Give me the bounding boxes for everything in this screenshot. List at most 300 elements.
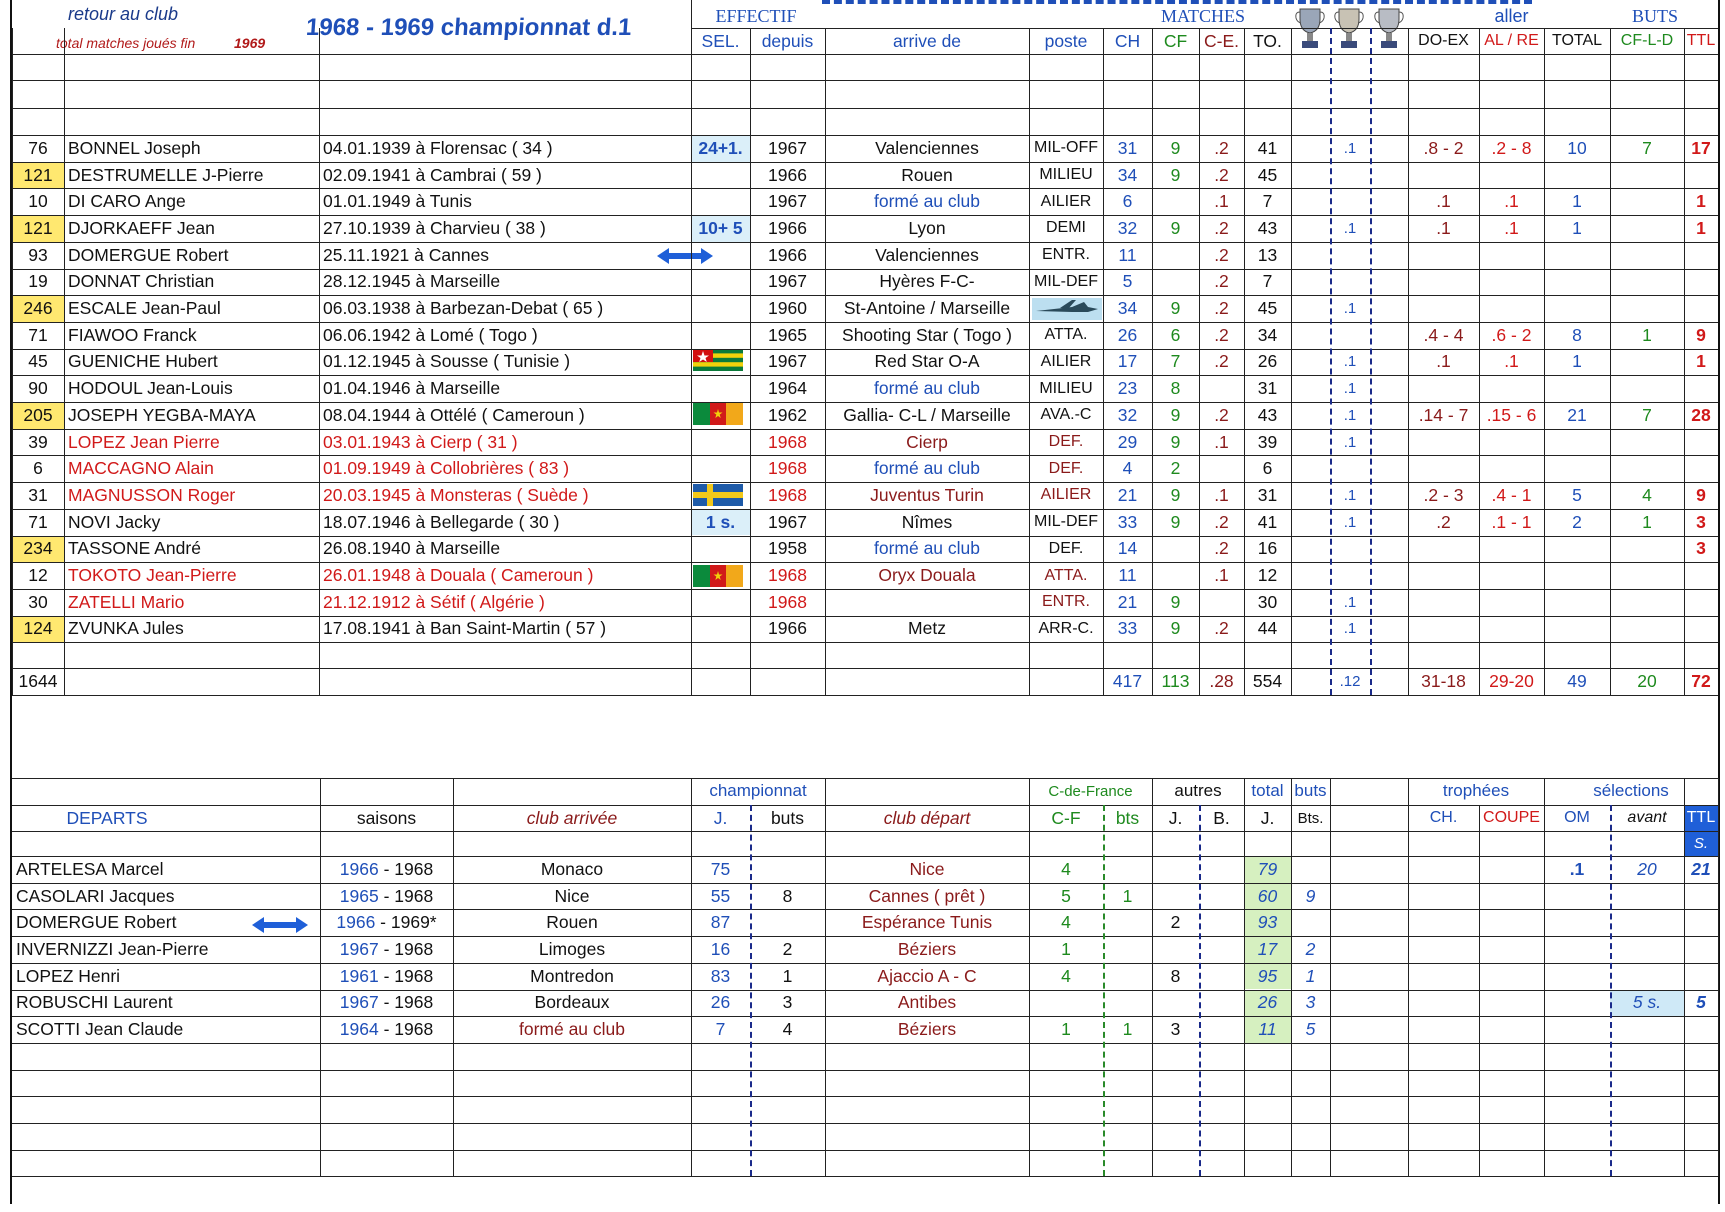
- player-ch: 21: [1117, 591, 1138, 612]
- player-number: 124: [12, 616, 64, 643]
- player-since: 1968: [768, 484, 807, 505]
- player-trophy-coupe: [1330, 242, 1370, 269]
- player-number: 6: [33, 458, 43, 479]
- grid-line: [691, 778, 692, 1176]
- group-matches: MATCHES: [1160, 5, 1245, 26]
- grid-line: [1610, 28, 1611, 695]
- player-trophy-coupe: .1: [1343, 139, 1357, 157]
- grid-line: [1330, 778, 1331, 1176]
- col-header-4: CH: [1114, 30, 1141, 51]
- player-birth: 02.09.1941 à Cambrai ( 59 ): [323, 164, 542, 185]
- depart-seasons: 1964 - 1968: [339, 1019, 434, 1040]
- player-ce: [1199, 375, 1244, 402]
- player-number: 234: [12, 536, 64, 563]
- player-position: DEF.: [1048, 459, 1084, 477]
- player-goals-total: [1544, 242, 1610, 269]
- grid-line: [12, 936, 1718, 937]
- player-ce: [1199, 589, 1244, 616]
- player-alre: [1479, 295, 1544, 322]
- player-total-matches: 7: [1262, 271, 1273, 292]
- col-j: J.: [713, 807, 728, 828]
- player-since: 1958: [768, 538, 807, 559]
- player-doex: [1408, 242, 1479, 269]
- player-cf: [1152, 188, 1199, 215]
- depart-total-b: [1291, 909, 1330, 936]
- depart-j: 26: [710, 992, 731, 1013]
- col-autres-j: J.: [1168, 807, 1183, 828]
- player-ce: .1: [1214, 565, 1229, 586]
- depart-autres-j: [1152, 990, 1199, 1017]
- player-position: MILIEU: [1039, 379, 1093, 397]
- player-ce: .2: [1214, 298, 1229, 319]
- grid-line: [1544, 778, 1545, 1176]
- depart-ttl: [1684, 936, 1718, 963]
- cameroon-flag-icon: [693, 403, 743, 425]
- grid-line: [12, 375, 1718, 376]
- player-birth: 21.12.1912 à Sétif ( Algérie ): [323, 591, 545, 612]
- player-name: DONNAT Christian: [68, 271, 215, 292]
- depart-seasons: 1967 - 1968: [339, 938, 434, 959]
- player-goals-ttl: [1684, 162, 1718, 189]
- depart-om: [1544, 963, 1610, 990]
- depart-autres-b: [1199, 856, 1244, 883]
- player-selections: [691, 536, 750, 563]
- grid-line: [12, 509, 1718, 510]
- player-doex: [1408, 536, 1479, 563]
- depart-cf-bts: 1: [1122, 885, 1133, 906]
- player-cf: 8: [1170, 378, 1181, 399]
- player-since: 1960: [768, 298, 807, 319]
- player-alre: [1479, 375, 1544, 402]
- player-trophy-coupe: [1330, 562, 1370, 589]
- player-name: DOMERGUE Robert: [68, 244, 229, 265]
- grid-line: [1244, 28, 1245, 695]
- player-alre: [1479, 562, 1544, 589]
- depart-autres-j: 2: [1170, 912, 1181, 933]
- player-number: 121: [12, 215, 64, 242]
- player-ce: .2: [1214, 351, 1229, 372]
- grid-line: [12, 831, 1718, 832]
- grid-line: [691, 28, 1718, 29]
- player-name: GUENICHE Hubert: [68, 351, 218, 372]
- player-ch: 14: [1117, 538, 1138, 559]
- player-birth: 20.03.1945 à Monsteras ( Suède ): [323, 484, 589, 505]
- player-selections: [691, 295, 750, 322]
- player-goals-ttl: [1684, 562, 1718, 589]
- depart-total-j: 26: [1244, 990, 1291, 1017]
- player-goals-total: 10: [1567, 137, 1587, 158]
- hdr-cdf: C-de-France: [1048, 782, 1133, 800]
- player-alre: [1479, 269, 1544, 296]
- player-goals-cfld: [1610, 562, 1684, 589]
- hdr-autres: autres: [1174, 781, 1222, 800]
- player-position: DEF.: [1048, 539, 1084, 557]
- player-from: Valenciennes: [875, 244, 979, 265]
- player-goals-total: 5: [1572, 484, 1582, 505]
- depart-autres-b: [1199, 883, 1244, 910]
- player-goals-ttl: [1684, 429, 1718, 456]
- player-doex: .1: [1436, 351, 1451, 372]
- player-number: 30: [28, 591, 48, 612]
- totals-goals: 49: [1567, 670, 1587, 691]
- depart-om: .1: [1569, 858, 1585, 879]
- player-since: 1965: [768, 324, 807, 345]
- depart-cf-bts: [1103, 963, 1152, 990]
- totals-to: 554: [1252, 670, 1283, 691]
- player-ch: 11: [1118, 244, 1137, 265]
- player-birth: 25.11.1921 à Cannes: [323, 244, 490, 265]
- grid-line: [12, 909, 1718, 910]
- depart-club-depart: Nice: [909, 858, 945, 879]
- depart-buts: 1: [782, 965, 793, 986]
- player-goals-total: [1544, 562, 1610, 589]
- player-number: 71: [28, 511, 48, 532]
- player-goals-ttl: 1: [1696, 351, 1706, 372]
- player-birth: 03.01.1943 à Cierp ( 31 ): [323, 431, 518, 452]
- player-goals-ttl: 28: [1691, 404, 1711, 425]
- col-header-5: CF: [1163, 30, 1188, 51]
- player-ch: 34: [1117, 298, 1138, 319]
- depart-total-j: 95: [1244, 963, 1291, 990]
- player-from: Lyon: [908, 217, 946, 238]
- player-since: 1966: [768, 164, 807, 185]
- player-since: 1967: [768, 137, 807, 158]
- player-cf: 9: [1170, 511, 1181, 532]
- player-cf: 9: [1170, 618, 1181, 639]
- player-from: Cierp: [906, 431, 948, 452]
- grid-line: [12, 482, 1718, 483]
- grid-line: [12, 162, 1718, 163]
- player-goals-total: 1: [1572, 217, 1582, 238]
- player-position: DEF.: [1048, 433, 1084, 451]
- grid-line: [12, 562, 1718, 563]
- grid-line: [319, 54, 320, 695]
- depart-avant: [1610, 963, 1684, 990]
- col-club-arrivee: club arrivée: [526, 807, 618, 828]
- player-name: FIAWOO Franck: [68, 324, 197, 345]
- grid-line: [12, 215, 1718, 216]
- player-trophy-coupe: [1330, 269, 1370, 296]
- player-total-matches: 45: [1257, 164, 1278, 185]
- player-from: Rouen: [901, 164, 953, 185]
- player-cf: 9: [1170, 484, 1181, 505]
- depart-cf-bts: 1: [1122, 1019, 1133, 1040]
- player-ch: 32: [1117, 217, 1138, 238]
- player-doex: .8 - 2: [1423, 137, 1464, 158]
- player-selections: [691, 375, 750, 402]
- player-doex: [1408, 429, 1479, 456]
- player-number: 71: [28, 324, 48, 345]
- player-number: 31: [28, 484, 48, 505]
- depart-club-arrivee: Nice: [554, 885, 590, 906]
- player-ch: 31: [1117, 137, 1138, 158]
- player-goals-cfld: [1610, 589, 1684, 616]
- grid-line: [825, 28, 826, 695]
- player-selections: [691, 188, 750, 215]
- player-ce: .2: [1214, 271, 1229, 292]
- grid-line: [1610, 805, 1612, 1176]
- player-alre: .6 - 2: [1491, 324, 1532, 345]
- player-from: Nîmes: [901, 511, 953, 532]
- grid-line: [1152, 28, 1153, 695]
- player-number: 90: [28, 378, 48, 399]
- player-ch: 6: [1122, 191, 1133, 212]
- player-goals-cfld: [1610, 242, 1684, 269]
- depart-ttl: [1684, 883, 1718, 910]
- player-since: 1964: [768, 378, 807, 399]
- grid-line: [12, 778, 1718, 779]
- player-number: 45: [28, 351, 48, 372]
- depart-cf-bts: [1103, 856, 1152, 883]
- grid-line: [12, 1096, 1718, 1097]
- player-since: 1968: [768, 591, 807, 612]
- player-birth: 01.01.1949 à Tunis: [323, 191, 472, 212]
- player-birth: 01.04.1946 à Marseille: [323, 378, 501, 399]
- depart-cf: 5: [1061, 885, 1071, 906]
- grid-line: [12, 1123, 1718, 1124]
- depart-avant: [1610, 883, 1684, 910]
- player-goals-cfld: 4: [1642, 484, 1652, 505]
- player-selections: [691, 589, 750, 616]
- grid-line: [12, 54, 1718, 55]
- grid-line: [12, 402, 1718, 403]
- player-cf: [1152, 562, 1199, 589]
- player-goals-total: [1544, 162, 1610, 189]
- player-since: 1968: [768, 565, 807, 586]
- grid-line: [825, 778, 826, 1176]
- depart-cf-bts: [1103, 990, 1152, 1017]
- depart-om: [1544, 1016, 1610, 1043]
- player-ch: 29: [1117, 431, 1138, 452]
- grid-line: [12, 349, 1718, 350]
- player-ce: .2: [1214, 244, 1229, 265]
- grid-line: [1291, 28, 1292, 695]
- col-bts: bts: [1115, 807, 1140, 828]
- grid-line: [12, 242, 1718, 243]
- grid-line: [1103, 805, 1105, 1176]
- col-header-6: C-E.: [1204, 30, 1239, 51]
- grid-line: [691, 0, 692, 695]
- col-departs: DEPARTS: [66, 807, 148, 828]
- player-name: DJORKAEFF Jean: [68, 217, 215, 238]
- player-doex: .4 - 4: [1423, 324, 1464, 345]
- depart-cf-bts: [1103, 909, 1152, 936]
- col-autres-b: B.: [1213, 807, 1230, 828]
- totals-number: 1644: [18, 670, 58, 691]
- player-goals-ttl: [1684, 455, 1718, 482]
- grid-line: [12, 883, 1718, 884]
- depart-buts: [750, 909, 825, 936]
- player-selections: [691, 455, 750, 482]
- player-total-matches: 7: [1262, 191, 1273, 212]
- grid-line: [1291, 778, 1292, 1176]
- grid-line: [1244, 778, 1245, 1176]
- player-since: 1966: [768, 618, 807, 639]
- depart-autres-b: [1199, 990, 1244, 1017]
- trophy-cup-icon: [1293, 6, 1327, 52]
- totals-doex: 31-18: [1421, 670, 1466, 691]
- player-from: Oryx Douala: [878, 565, 976, 586]
- depart-total-j: 17: [1244, 936, 1291, 963]
- player-since: 1968: [768, 458, 807, 479]
- player-trophy-coupe: .1: [1343, 219, 1357, 237]
- depart-cf: 4: [1061, 965, 1071, 986]
- player-total-matches: 30: [1257, 591, 1278, 612]
- depart-autres-j: 8: [1170, 965, 1181, 986]
- grid-line: [12, 322, 1718, 323]
- header-decoration: [822, 0, 1532, 8]
- player-goals-ttl: 9: [1696, 324, 1706, 345]
- player-goals-cfld: [1610, 536, 1684, 563]
- grid-line: [1152, 778, 1153, 1176]
- player-total-matches: 12: [1257, 565, 1278, 586]
- player-cf: 9: [1170, 137, 1181, 158]
- depart-name: ARTELESA Marcel: [16, 858, 164, 879]
- grid-line: [12, 1176, 1718, 1177]
- group-aller: aller: [1494, 5, 1529, 26]
- player-from: formé au club: [873, 378, 981, 399]
- grid-line: [12, 1016, 1718, 1017]
- grid-line: [12, 1070, 1718, 1071]
- depart-club-depart: Béziers: [897, 938, 957, 959]
- depart-j: 87: [710, 912, 731, 933]
- player-from: Metz: [908, 618, 946, 639]
- grid-line: [1684, 28, 1685, 695]
- depart-club-arrivee: Limoges: [538, 938, 606, 959]
- player-total-matches: 6: [1262, 458, 1273, 479]
- player-goals-total: [1544, 455, 1610, 482]
- col-header-ttl: TTL: [1686, 32, 1716, 49]
- grid-line: [1408, 778, 1409, 1176]
- player-since: 1967: [768, 511, 807, 532]
- player-cf: 6: [1170, 324, 1181, 345]
- player-ch: 32: [1117, 404, 1138, 425]
- player-ch: 21: [1117, 484, 1138, 505]
- hdr-buts: buts: [1294, 781, 1327, 800]
- depart-name: LOPEZ Henri: [16, 965, 121, 986]
- grid-line: [12, 269, 1718, 270]
- grid-line: [1029, 28, 1030, 695]
- player-number: 246: [12, 295, 64, 322]
- depart-om: [1544, 909, 1610, 936]
- depart-cf-bts: [1103, 936, 1152, 963]
- depart-buts: 8: [782, 885, 793, 906]
- depart-avant: 5 s.: [1610, 990, 1684, 1017]
- player-goals-cfld: [1610, 616, 1684, 643]
- player-trophy-coupe: [1330, 536, 1370, 563]
- player-goals-ttl: 1: [1696, 191, 1706, 212]
- player-birth: 01.12.1945 à Sousse ( Tunisie ): [323, 351, 571, 372]
- grid-line: [64, 54, 65, 695]
- player-total-matches: 45: [1257, 298, 1278, 319]
- col-ttl-s: S.: [1684, 831, 1718, 856]
- depart-autres-j: [1152, 883, 1199, 910]
- player-position: ATTA.: [1044, 566, 1088, 584]
- player-from: [825, 589, 1029, 616]
- player-doex: [1408, 162, 1479, 189]
- player-cf: 9: [1170, 431, 1181, 452]
- player-since: 1967: [768, 271, 807, 292]
- player-doex: [1408, 295, 1479, 322]
- grid-line: [12, 108, 1718, 109]
- season-sheet: [10, 0, 1720, 1204]
- depart-j: 16: [710, 938, 731, 959]
- depart-club-depart: Antibes: [897, 992, 957, 1013]
- grid-line: [1718, 778, 1719, 1176]
- grid-line: [12, 990, 1718, 991]
- player-cf: [1152, 242, 1199, 269]
- grid-line: [12, 80, 1718, 81]
- depart-cf: [1029, 990, 1103, 1017]
- player-number: 19: [28, 271, 48, 292]
- player-number: 76: [28, 137, 48, 158]
- player-selections: [691, 162, 750, 189]
- player-goals-total: 1: [1572, 191, 1582, 212]
- player-cf: 2: [1170, 458, 1181, 479]
- player-birth: 26.08.1940 à Marseille: [323, 538, 501, 559]
- player-alre: .1: [1504, 351, 1519, 372]
- player-goals-total: 2: [1572, 511, 1582, 532]
- grid-line: [1544, 28, 1545, 695]
- depart-seasons: 1961 - 1968: [339, 965, 434, 986]
- player-doex: [1408, 455, 1479, 482]
- player-alre: [1479, 536, 1544, 563]
- grid-line: [1029, 778, 1030, 1176]
- depart-ttl: [1684, 909, 1718, 936]
- player-total-matches: 34: [1257, 324, 1278, 345]
- player-goals-ttl: [1684, 242, 1718, 269]
- player-ce: .2: [1214, 511, 1229, 532]
- grid-line: [12, 963, 1718, 964]
- totals-trophy: .12: [1339, 672, 1361, 690]
- player-birth: 04.01.1939 à Florensac ( 34 ): [323, 137, 553, 158]
- player-from: St-Antoine / Marseille: [843, 298, 1011, 319]
- player-doex: .1: [1436, 191, 1451, 212]
- player-cf: [1152, 269, 1199, 296]
- grid-line: [12, 805, 1718, 806]
- hdr-selections: sélections: [1593, 781, 1669, 800]
- player-total-matches: 31: [1257, 378, 1278, 399]
- player-goals-total: [1544, 536, 1610, 563]
- hdr-championnat: championnat: [709, 781, 807, 800]
- player-goals-cfld: 1: [1642, 511, 1652, 532]
- player-trophy-coupe: [1330, 188, 1370, 215]
- player-number: 10: [28, 191, 48, 212]
- player-total-matches: 26: [1257, 351, 1278, 372]
- player-name: NOVI Jacky: [68, 511, 161, 532]
- depart-buts: 2: [782, 938, 793, 959]
- player-goals-ttl: 3: [1696, 511, 1706, 532]
- col-header-cfld: CF-L-D: [1620, 32, 1674, 49]
- depart-autres-j: 3: [1170, 1019, 1181, 1040]
- player-goals-total: [1544, 429, 1610, 456]
- player-goals-cfld: [1610, 429, 1684, 456]
- player-ch: 4: [1122, 458, 1133, 479]
- player-goals-total: [1544, 295, 1610, 322]
- trophy-coupe-icon: [1332, 6, 1366, 52]
- player-since: 1966: [768, 244, 807, 265]
- depart-total-b: 1: [1305, 965, 1316, 986]
- player-trophy-coupe: [1330, 162, 1370, 189]
- player-doex: [1408, 589, 1479, 616]
- grid-line: [1684, 778, 1685, 1176]
- player-position: ENTR.: [1042, 246, 1090, 264]
- grid-line: [320, 778, 321, 1176]
- depart-buts: [750, 856, 825, 883]
- player-ch: 33: [1117, 618, 1138, 639]
- player-ch: 33: [1117, 511, 1138, 532]
- depart-name: SCOTTI Jean Claude: [16, 1019, 184, 1040]
